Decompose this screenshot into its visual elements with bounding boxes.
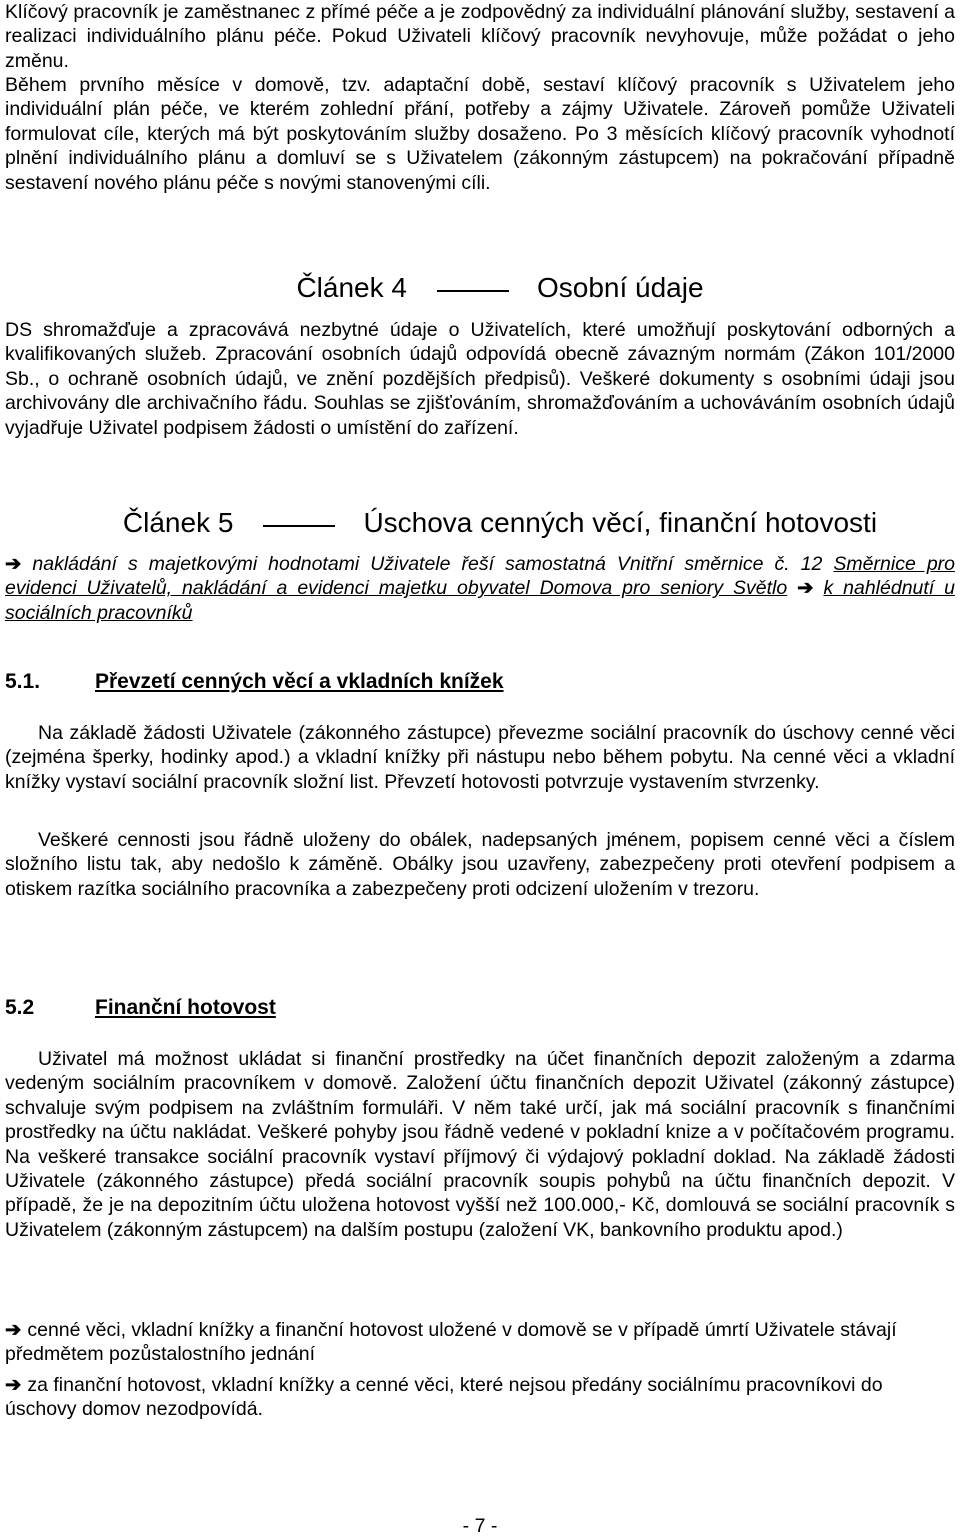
paragraph-adaptation: Během prvního měsíce v domově, tzv. adaptační době, sestaví klíčový pracovník s Uživatelem jeho individuální plán péče, ve kterém zohlední přání, potřeby a zájmy Uživatele. Zároveň pomůže Uživateli formulovat cíle, kterých má být poskytováním služby dosaženo. Po 3 měsících klíčový pracovník vyhodnotí plnění individuálního plánu a domluví se s Uživatelem (zákonným zástupcem) na pokračování případně sestavení nového plánu péče s novými stanovenými cíli. bbox=[5, 74, 955, 194]
paragraph-key-worker: Klíčový pracovník je zaměstnanec z přímé péče a je zodpovědný za individuální plánování služby, sestavení a realizaci individuálního plánu péče. Pokud Uživateli klíčový pracovník nevyhovuje, může požádat o jeho změnu. bbox=[5, 1, 955, 72]
bullet-text: za finanční hotovost, vkladní knížky a cenné věci, které nejsou předány sociálnímu pracovníkovi do úschovy domov nezodpovídá. bbox=[5, 1374, 883, 1421]
section-number: 5.2 bbox=[5, 996, 35, 1019]
section-5-1-heading bbox=[5, 668, 504, 696]
bullet-text: cenné věci, vkladní knížky a finanční hotovost uložené v domově se v případě úmrtí Uživatele stávají předmětem pozůstalostního jednání bbox=[5, 1319, 897, 1366]
section-title: Finanční hotovost bbox=[95, 996, 276, 1019]
section-title: Převzetí cenných věcí a vkladních knížek bbox=[95, 670, 504, 693]
arrow-right-icon: ➔ bbox=[5, 553, 22, 575]
paragraph-valuables-storage: Veškeré cennosti jsou řádně uloženy do obálek, nadepsaných jménem, popisem cenné věci a číslem složního listu tak, aby nedošlo k záměně. Obálky jsou uzavřeny, zabezpečeny proti otevření podpisem a otiskem razítka sociálního pracovníka a zabezpečeny proti odcizení uložením v trezoru. bbox=[5, 829, 955, 900]
paragraph-valuables-deposit: Na základě žádosti Uživatele (zákonného zástupce) převezme sociální pracovník do úschovy cenné věci (zejména šperky, hodinky apod.) a vkladní knížky při nástupu nebo během pobytu. Na cenné věci a vkladní knížky vystaví sociální pracovník složní list. Převzetí hotovosti potvrzuje vystavením stvrzenky. bbox=[5, 722, 955, 793]
arrow-right-icon: ➔ bbox=[797, 577, 814, 600]
paragraph-cash-deposit: Uživatel má možnost ukládat si finanční prostředky na účet finančních depozit založeným a zdarma vedeným sociálním pracovníkem v domově. Založení účtu finančních depozit Uživatel (zákonný zástupce) schvaluje svým podpisem na zvláštním formuláři. V něm také určí, jak má sociální pracovník s finančními prostředky na účtu nakládat. Veškeré pohyby jsou řádně vedené v pokladní knize a v počítačovém programu. Na veškeré transakce sociální pracovník vystaví příjmový či výdajový pokladní doklad. Na základě žádosti Uživatele (zákonného zástupce) předá sociální pracovník soupis pohybů na účtu finančních depozit. V případě, že je na depozitním účtu uložena hotovost vyšší než 100.000,- Kč, domlouvá se sociální pracovník s Uživatelem (zákonným zástupcem) na dalším postupu (založení VK, bankovního produktu apod.) bbox=[5, 1048, 955, 1241]
article-4-heading bbox=[0, 270, 960, 306]
directive-reference bbox=[5, 552, 955, 625]
section-5-2-heading bbox=[5, 994, 276, 1022]
article-5-title: Úschova cenných věcí, finanční hotovosti bbox=[363, 507, 878, 538]
section-number: 5.1. bbox=[5, 670, 41, 693]
heading-dash bbox=[437, 290, 509, 292]
article-5-heading bbox=[0, 505, 960, 541]
directive-availability: k nahlédnutí u sociálních pracovníků bbox=[5, 577, 955, 624]
article-5-label: Článek 5 bbox=[122, 507, 234, 538]
page-number: - 7 - bbox=[462, 1515, 498, 1537]
directive-reference-text: nakládání s majetkovými hodnotami Uživatele řeší samostatná Vnitřní směrnice č. 12 bbox=[32, 553, 823, 575]
arrow-right-icon: ➔ bbox=[5, 1374, 22, 1396]
paragraph-personal-data: DS shromažďuje a zpracovává nezbytné údaje o Uživatelích, které umožňují poskytování odborných a kvalifikovaných služeb. Zpracování osobních údajů odpovídá obecně závazným normám (Zákon 101/2000 Sb., o ochraně osobních údajů, ve znění pozdějších předpisů). Veškeré dokumenty s osobními údaji jsou archivovány dle archivačního řádu. Souhlas se zjišťováním, shromažďováním a uchováváním osobních údajů vyjadřuje Uživatel podpisem žádosti o umístění do zařízení. bbox=[5, 319, 955, 439]
heading-dash bbox=[263, 525, 335, 527]
arrow-right-icon: ➔ bbox=[5, 1319, 22, 1341]
bullet-item bbox=[5, 1373, 955, 1422]
bullet-item bbox=[5, 1318, 955, 1367]
article-4-label: Článek 4 bbox=[296, 272, 407, 303]
article-4-title: Osobní údaje bbox=[536, 272, 704, 303]
directive-title: Směrnice pro evidenci Uživatelů, nakládání a evidenci majetku obyvatel Domova pro seniory Světlo bbox=[5, 553, 956, 600]
